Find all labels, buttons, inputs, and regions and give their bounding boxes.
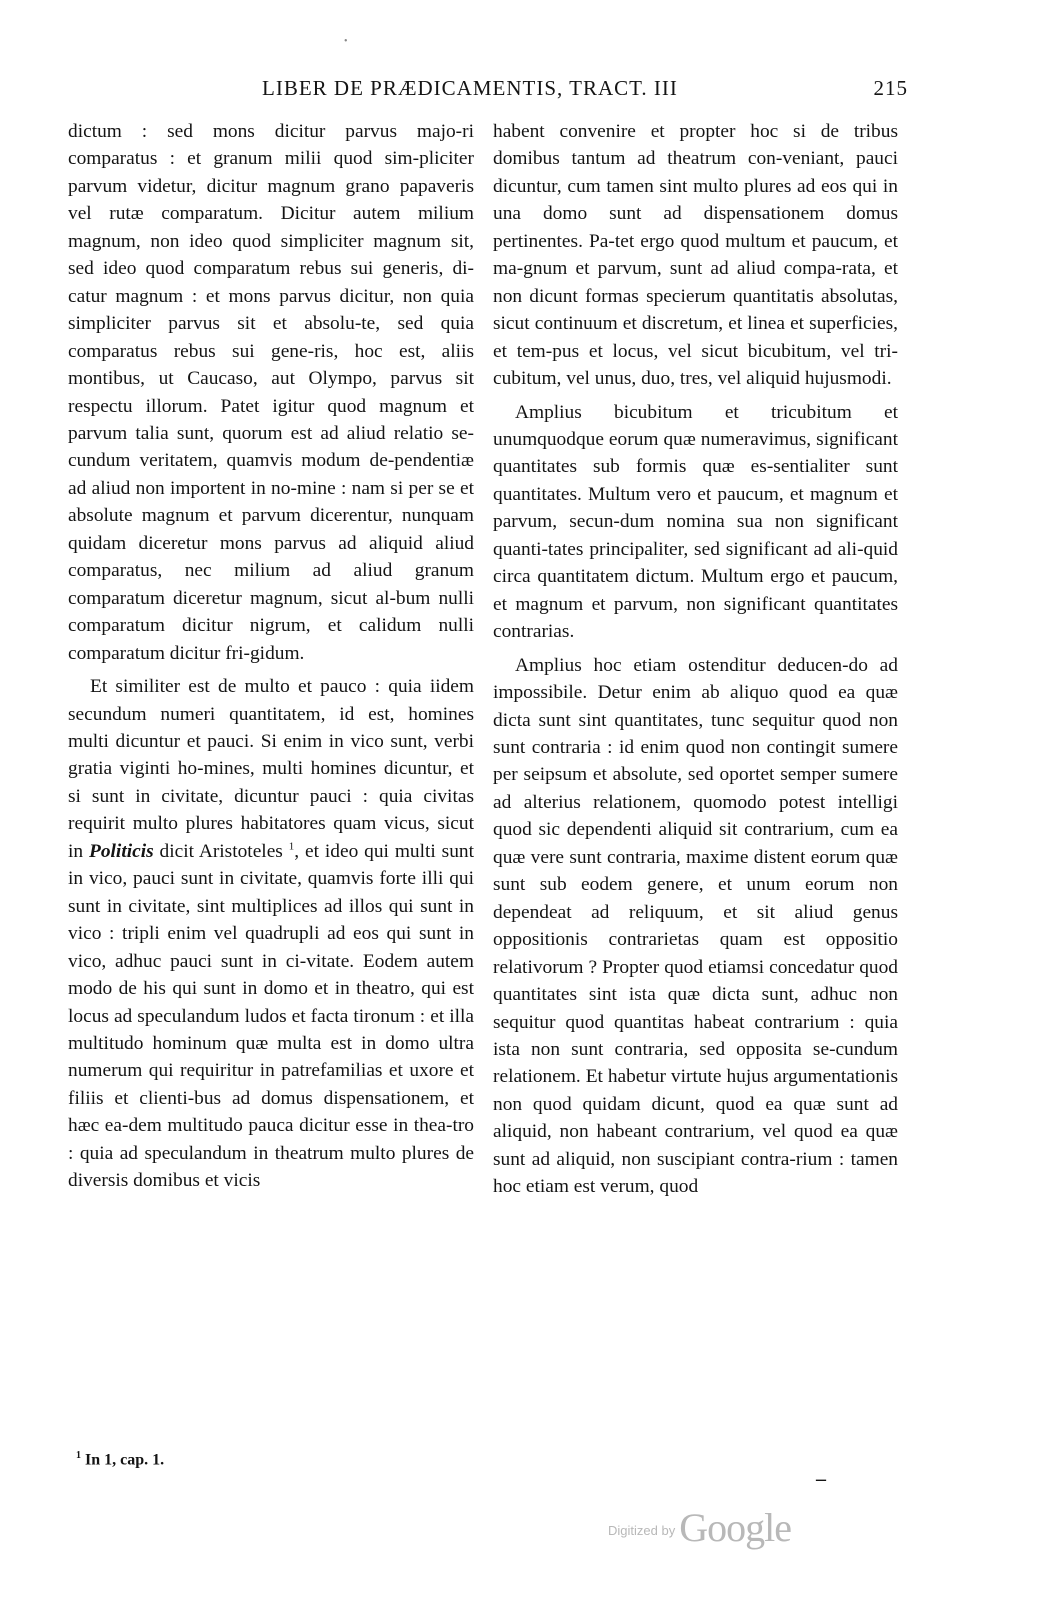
running-title: LIBER DE PRÆDICAMENTIS, TRACT. III [262,76,678,100]
right-paragraph-1: habent convenire et propter hoc si de tribus domibus tantum ad theatrum con-veniant, pauci dicuntur, cum tamen sint multo plures ad eos qui in una domo sunt ad dispensationem domus pertinentes. Pa-tet ergo quod multum et paucum, et ma-gnum et parvum, sunt ad aliud compa-rata, et non dicunt formas specierum quantitatis absolutas, sicut continuum et discretum, et linea et superficies, et tem-pus et locus, vel sicut bicubitum, vel tri-cubitum, vel unus, duo, tres, vel aliquid hujusmodi. [493,121,898,390]
left-paragraph-2-end: , et ideo qui multi sunt in vico, pauci sunt in civitate, quamvis forte illi qui sunt in civitate, sint multiplices ad illos qui sunt in vico : tripli enim vel quadrupli ad eos qui sunt in vico, adhuc pauci sunt in ci-vitate. Eodem autem modo de his qui sunt in domo et in theatro, qui est locus ad speculandum ludos et facta tironum : et illa multitudo hominum quæ multa est in domo ultra numerum qui requiritur in patrefamilias et uxore et filiis et clienti-bus ad domus dispensationem, et hæc ea-dem multitudo pauca dicitur esse in thea-tro : quia ad speculandum in theatrum multo plures de diversis domibus et vicis [68,840,474,1192]
watermark-prefix: Digitized by [608,1523,676,1538]
footnote-number: 1 [76,1450,81,1461]
page-number: 215 [873,76,908,100]
left-paragraph-2-start: Et similiter est de multo et pauco : quia iidem secundum numeri quantitatem, id est, homines multi dicuntur et pauci. Si enim in vico sunt, verbi gratia viginti ho-mines, multi homines dicuntur, et si sunt in civitate, dicuntur pauci : quia civitas requirit multo plures habitatores quam vicus, sicut in [68,676,474,862]
left-paragraph-2-mid: dicit Aristoteles [159,840,283,862]
right-paragraph-3: Amplius hoc etiam ostenditur deducen-do ad impossibile. Detur enim ab aliquo quod ea quæ dicta sunt sint quantitates, tunc sequitur quod non sunt contraria : id enim quod non contingit sumere per seipsum et absolute, sed oportet semper sumere ad alterius relationem, quomodo potest intelligi quod sic dependenti aliquid sit contrarium, cum ea quæ vere sunt contraria, maxime distent eorum quæ sunt sub eodem genere, et unum eorum non dependeat ad reliquum, et sit aliud genus oppositionis contrarietas quam est oppositio relativorum ? Propter quod etiamsi concedatur quod quantitates sint ista quæ dicta sunt, adhuc non sequitur quod quantitas habeat contrarium : quia ista non sunt contraria, sed opposita se-cundum relationem. Et habetur virtute hujus argumentationis non quod quidam dicunt, quod ea quæ sunt ad aliquid, non habeant contrarium, vel quod ea quæ sunt ad aliquid, non suscipiant contra-rium : tamen hoc etiam est verum, quod [493,654,898,1198]
digitized-watermark [608,1504,791,1551]
page-dash-mark: – [816,1468,826,1490]
left-paragraph-2 [68,673,474,1195]
footnote-ref-marker[interactable]: 1 [288,840,295,853]
running-header [70,76,908,106]
google-logo: Google [679,1505,791,1550]
left-paragraph-1: dictum : sed mons dicitur parvus majo-ri comparatus : et granum milii quod sim-pliciter parvum videtur, dicitur magnum grano papaveris vel rutæ comparatum. Dicitur autem milium magnum, non ideo quod simpliciter magnum sit, sed ideo quod comparatum rebus sui generis, di-catur magnum : et mons parvus dicitur, non quia simpliciter parvus sit et absolu-te, sed quia comparatus rebus sui gene-ris, hoc est, aliis montibus, ut Caucaso, aut Olympo, parvus sit respectu illorum. Patet igitur quod magnum et parvum talia sunt, quorum est ad aliud relatio se-cundum veritatem, quamvis modum de-pendentiæ ad aliud non importent in no-mine : nam si per se et absolute magnum et parvum dicerentur, nunquam quidam diceretur mons parvus ad aliquid aliud comparatus, nec milium ad aliud granum comparatum diceretur magnum, sicut al-bum nulli comparatum dicitur nigrum, et calidum nulli comparatum dicitur fri-gidum. [68,121,474,664]
right-paragraph-2: Amplius bicubitum et tricubitum et unumquodque eorum quæ numeravimus, significant quantitates sub formis quæ es-sentialiter sunt quantitates. Multum vero et paucum, et magnum et parvum, secun-dum nomina sua non significant quanti-tates principaliter, sed significant ad ali-quid circa quantitatem dictum. Multum ergo et paucum, et magnum et parvum, non significant quantitates contrarias. [493,401,898,643]
footnote-text: In 1, cap. 1. [85,1451,165,1469]
left-column [68,118,474,1195]
footnote [76,1450,164,1469]
right-column [493,118,898,1201]
politicis-italic: Politicis [89,840,154,862]
page-speck: • [344,36,348,47]
